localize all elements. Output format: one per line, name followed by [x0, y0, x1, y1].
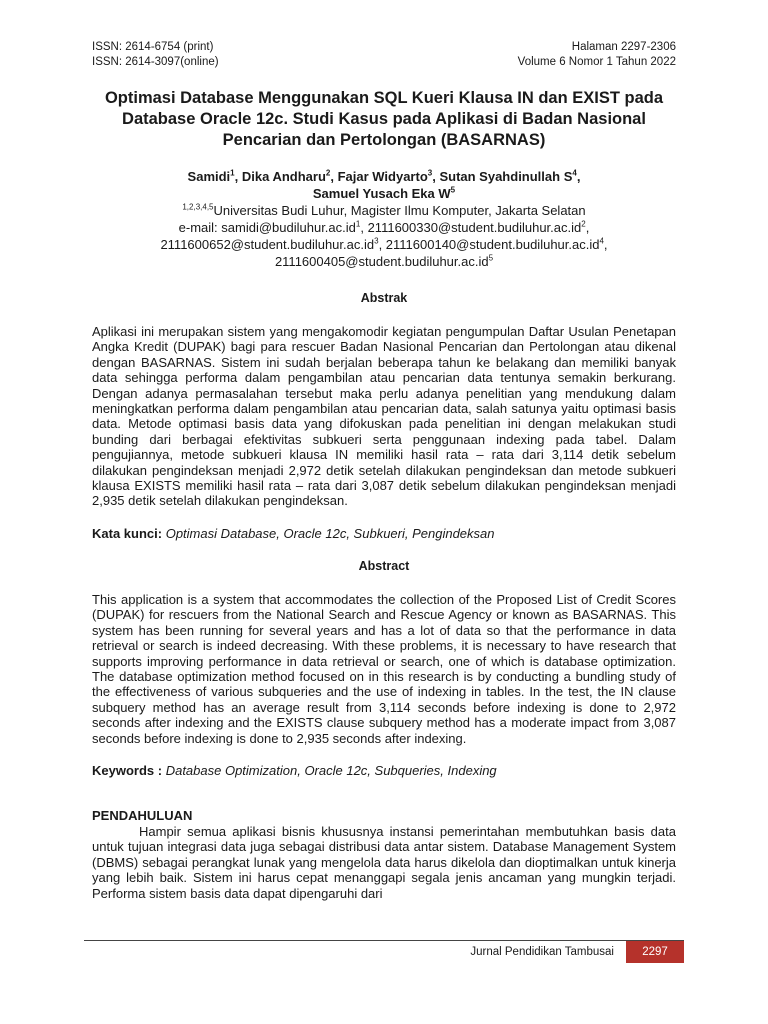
author-name: Samuel Yusach Eka W [312, 186, 451, 201]
affiliation [92, 202, 676, 219]
email-link[interactable]: 2111600405@student.budiluhur.ac.id [274, 254, 489, 269]
email-link[interactable]: samidi@budiluhur.ac.id [221, 220, 356, 235]
page-range: Halaman 2297-2306 [571, 41, 676, 53]
author-sup: 2 [325, 168, 331, 178]
issn-block [92, 40, 219, 70]
email-sup: 5 [488, 253, 494, 263]
author-name: Samidi [187, 169, 231, 184]
keywords [92, 763, 676, 778]
kata-kunci [92, 526, 676, 541]
abstract-body: This application is a system that accommodates the collection of the Proposed List of Credit Scores (DUPAK) for rescuers from the National Search and Rescue Agency or known as BASARNAS. This system has been running for several years and has a lot of data so that the performance in data retrieval or search is indeed decreasing. With these problems, it is necessary to have research that supports improving performance in data retrieval or search, one of which is database optimization. The database optimization method focused on in this research is by conducting a bundling study of the effectiveness of various subqueries and the use of indexing in tables. In the test, the IN clause subquery method has an average result from 3,114 seconds before indexing is done to 2,972 seconds after indexing and the EXISTS clause subquery method has a moderate impact from 3,087 seconds before indexing is done to 2,935 seconds after indexing. [92, 591, 676, 746]
email-sup: 2 [581, 219, 586, 229]
keywords-label: Keywords : [92, 762, 163, 778]
intro-body: Hampir semua aplikasi bisnis khususnya instansi pemerintahan membutuhkan basis data untuk tujuan integrasi data juga sebagai distribusi data antar sistem. Database Management System (DBMS) sebagai perangkat lunak yang mengelola data harus dikelola dan dioptimalkan untuk kinerja yang lebih baik. Sistem ini harus cepat menanggapi segala jenis ancaman yang mungkin terjadi. Performa sistem basis data dapat dipengaruhi dari [92, 823, 676, 901]
author-list: Samidi$^1$, Dika Andharu$^2$, Fajar Widyarto$^3$, Sutan Syahdinullah $S^4$, Samuel Yusach Eka $W^5$ [187, 168, 581, 201]
issn-online: ISSN: 2614-3097(online) [92, 56, 219, 68]
abstract-heading: Abstract [358, 558, 410, 573]
keywords-text: Database Optimization, Oracle 12c, Subqueries, Indexing [165, 762, 497, 778]
kata-kunci-label: Kata kunci: [92, 525, 163, 541]
page-number-badge: 2297 [626, 941, 684, 963]
journal-name: Jurnal Pendidikan Tambusai [470, 946, 614, 958]
volume-info: Volume 6 Nomor 1 Tahun 2022 [517, 56, 676, 68]
volume-block [518, 40, 676, 70]
affiliation-text: Universitas Budi Luhur, Magister Ilmu Komputer, Jakarta Selatan [213, 203, 586, 218]
email-sup: 4 [599, 236, 604, 246]
kata-kunci-text: Optimasi Database, Oracle 12c, Subkueri, Pengindeksan [165, 525, 495, 541]
author-sup: 4 [572, 168, 577, 178]
email-sup: 3 [374, 236, 379, 246]
intro-heading: PENDAHULUAN [92, 807, 193, 823]
paper-page [92, 40, 676, 901]
email-sup: 1 [355, 219, 361, 229]
paper-title: Optimasi Database Menggunakan SQL Kueri Klausa IN dan EXIST pada Database Oracle 12c. Studi Kasus pada Aplikasi di Badan Nasional Pencarian dan Pertolongan (BASARNAS) [104, 89, 664, 149]
author-sup: 1 [230, 168, 235, 178]
running-header [92, 40, 676, 70]
email-list: e-mail: $samidi@budiluhur.ac.id^1$, $2111600330@student.budiluhur.ac.id^2$, $2111600652@student.budiluhur.ac.id^3$, $2111600140@student.budiluhur.ac.id^4$, $2111600405@student.budiluhur.ac.id^5$ [160, 219, 608, 269]
affiliation-sup: 1,2,3,4,5 [182, 202, 214, 212]
email-link[interactable]: 2111600330@student.budiluhur.ac.id [367, 220, 582, 235]
email-link[interactable]: 2111600652@student.budiluhur.ac.id [160, 237, 375, 252]
issn-print: ISSN: 2614-6754 (print) [92, 41, 214, 53]
author-name: Fajar Widyarto [337, 169, 428, 184]
author-name: Sutan Syahdinullah S [439, 169, 573, 184]
page-footer [84, 941, 684, 963]
email-link[interactable]: 2111600140@student.budiluhur.ac.id [385, 237, 600, 252]
author-name: Dika Andharu [241, 169, 326, 184]
abstrak-heading: Abstrak [360, 291, 408, 305]
author-sup: 3 [427, 168, 433, 178]
email-prefix: e-mail: [178, 220, 222, 235]
abstrak-body: Aplikasi ini merupakan sistem yang mengakomodir kegiatan pengumpulan Daftar Usulan Penetapan Angka Kredit (DUPAK) bagi para rescuer Badan Nasional Pencarian dan Pertolongan atau dikenal dengan BASARNAS. Sistem ini sudah berjalan beberapa tahun ke belakang dan memiliki banyak data sehingga performa dalam pengambilan atau pencarian data tentunya semakin berkurang. Dengan adanya permasalahan tersebut maka perlu adanya penelitian yang mendukung dalam meningkatkan performa dalam pengambilan atau pencarian data, salah satunya yaitu optimasi basis data. Metode optimasi basis data yang difokuskan pada penelitian ini dengan melakukan studi bunding dari berbagai efektivitas subkueri serta penggunaan indexing pada tabel. Dalam pengujiannya, metode subkueri klausa IN memiliki hasil rata – rata dari 3,114 detik sebelum dilakukan pengindeksan menjadi 2,972 detik setelah dilakukan pengindeksan dan metode subkueri klausa EXISTS memiliki hasil rata – rata dari 3,087 detik sebelum dilakukan pengindeksan menjadi 2,935 detik setelah dilakukan pengindeksan. [92, 324, 676, 509]
author-sup: 5 [450, 185, 456, 195]
